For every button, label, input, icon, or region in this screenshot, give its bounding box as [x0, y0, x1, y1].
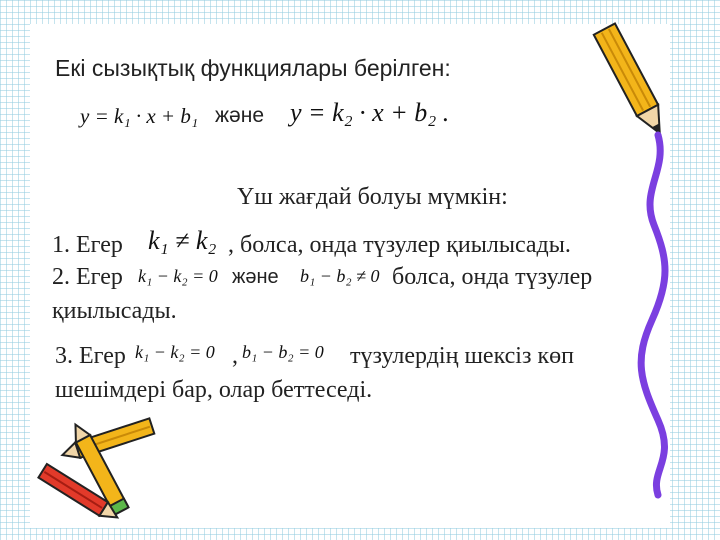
case2-condition-1: k₁ − k₂ = 0: [138, 266, 218, 286]
purple-squiggle: [630, 130, 680, 500]
crossed-pencils-icon: [20, 415, 170, 525]
case2-and-word: және: [232, 266, 279, 288]
case1-suffix: , болса, онда түзулер қиылысады.: [228, 232, 571, 258]
slide-heading: Екі сызықтық функциялары берілген:: [55, 55, 451, 81]
case2-line2: қиылысады.: [52, 298, 177, 324]
case3-prefix: 3. Егер: [55, 343, 126, 369]
case2-suffix: болса, онда түзулер: [392, 264, 593, 290]
cases-subheading: Үш жағдай болуы мүмкін:: [237, 184, 508, 210]
formula-line-1: y = k₁ · x + b₁: [80, 104, 199, 128]
case3-condition-2: b₁ − b₂ = 0: [242, 342, 324, 362]
pencil-icon: [588, 18, 678, 148]
formula-line-2: y = k₂ · x + b₂ .: [290, 98, 450, 127]
case1-prefix: 1. Егер: [52, 232, 123, 258]
case1-condition: k₁ ≠ k₂: [148, 226, 217, 255]
case3-condition-1: k₁ − k₂ = 0: [135, 342, 215, 362]
and-word-1: және: [215, 104, 265, 127]
case3-line2: шешімдері бар, олар беттеседі.: [55, 377, 373, 403]
case3-separator: ,: [232, 343, 238, 369]
case2-prefix: 2. Егер: [52, 264, 123, 290]
case2-condition-2: b₁ − b₂ ≠ 0: [300, 266, 380, 286]
case3-suffix: түзулердің шексіз көп: [350, 343, 574, 369]
